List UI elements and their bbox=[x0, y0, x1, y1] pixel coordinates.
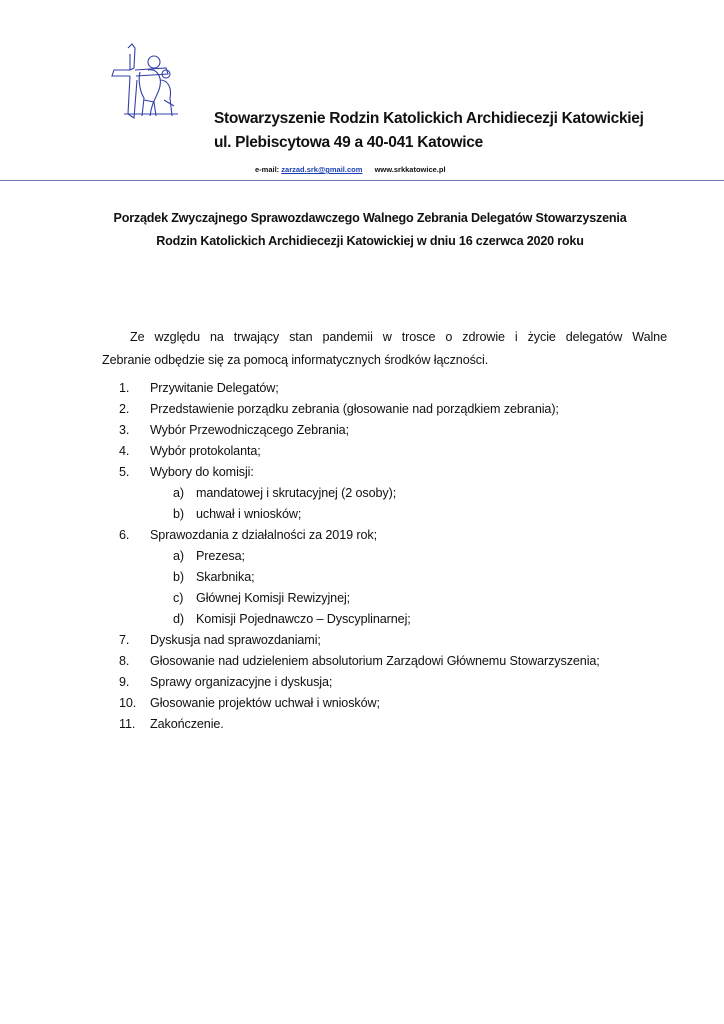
item-number: 5. bbox=[119, 465, 130, 479]
association-logo-icon bbox=[104, 40, 188, 120]
item-number: 3. bbox=[119, 423, 130, 437]
subitem-letter: d) bbox=[173, 612, 184, 626]
item-text: Przedstawienie porządku zebrania (głosowanie nad porządkiem zebrania); bbox=[150, 402, 559, 416]
subitem-text: Skarbnika; bbox=[196, 570, 255, 584]
website-link[interactable]: www.srkkatowice.pl bbox=[374, 165, 446, 174]
item-text: Dyskusja nad sprawozdaniami; bbox=[150, 633, 321, 647]
item-text: Zakończenie. bbox=[150, 717, 224, 731]
organization-address: ul. Plebiscytowa 49 a 40-041 Katowice bbox=[214, 134, 483, 151]
organization-name: Stowarzyszenie Rodzin Katolickich Archidiecezji Katowickiej bbox=[214, 110, 644, 127]
subitem-letter: a) bbox=[173, 486, 184, 500]
contact-line bbox=[255, 165, 446, 174]
item-number: 6. bbox=[119, 528, 130, 542]
item-text: Sprawozdania z działalności za 2019 rok; bbox=[150, 528, 378, 542]
title-line-1: Porządek Zwyczajnego Sprawozdawczego Walnego Zebrania Delegatów Stowarzyszenia bbox=[113, 211, 627, 225]
email-link[interactable]: zarzad.srk@gmail.com bbox=[281, 165, 363, 174]
intro-line-2: Zebranie odbędzie się za pomocą informatycznych środków łączności. bbox=[102, 353, 489, 367]
item-number: 4. bbox=[119, 444, 130, 458]
subitem-text: mandatowej i skrutacyjnej (2 osoby); bbox=[196, 486, 397, 500]
subitem-letter: b) bbox=[173, 507, 184, 521]
intro-paragraph bbox=[102, 326, 667, 372]
title-line-2: Rodzin Katolickich Archidiecezji Katowickiej w dniu 16 czerwca 2020 roku bbox=[156, 234, 584, 248]
item-text: Głosowanie projektów uchwał i wniosków; bbox=[150, 696, 380, 710]
item-text: Przywitanie Delegatów; bbox=[150, 381, 279, 395]
item-number: 11. bbox=[119, 717, 136, 731]
item-text: Sprawy organizacyjne i dyskusja; bbox=[150, 675, 333, 689]
subitem-text: Głównej Komisji Rewizyjnej; bbox=[196, 591, 351, 605]
header-divider bbox=[0, 180, 724, 181]
subitem-letter: c) bbox=[173, 591, 184, 605]
subitem-text: Komisji Pojednawczo – Dyscyplinarnej; bbox=[196, 612, 411, 626]
subitem-text: uchwał i wniosków; bbox=[196, 507, 302, 521]
intro-line-1: Ze względu na trwający stan pandemii w trosce o zdrowie i życie delegatów Walne bbox=[130, 330, 667, 344]
item-number: 1. bbox=[119, 381, 130, 395]
subitem-letter: a) bbox=[173, 549, 184, 563]
item-text: Wybory do komisji: bbox=[150, 465, 254, 479]
document-title bbox=[60, 207, 680, 253]
email-label: e-mail: bbox=[255, 165, 280, 174]
subitem-letter: b) bbox=[173, 570, 184, 584]
item-number: 8. bbox=[119, 654, 130, 668]
item-number: 7. bbox=[119, 633, 130, 647]
subitem-text: Prezesa; bbox=[196, 549, 245, 563]
item-text: Głosowanie nad udzieleniem absolutorium Zarządowi Głównemu Stowarzyszenia; bbox=[150, 654, 600, 668]
item-number: 2. bbox=[119, 402, 130, 416]
item-text: Wybór protokolanta; bbox=[150, 444, 261, 458]
item-number: 9. bbox=[119, 675, 130, 689]
item-text: Wybór Przewodniczącego Zebrania; bbox=[150, 423, 349, 437]
item-number: 10. bbox=[119, 696, 137, 710]
